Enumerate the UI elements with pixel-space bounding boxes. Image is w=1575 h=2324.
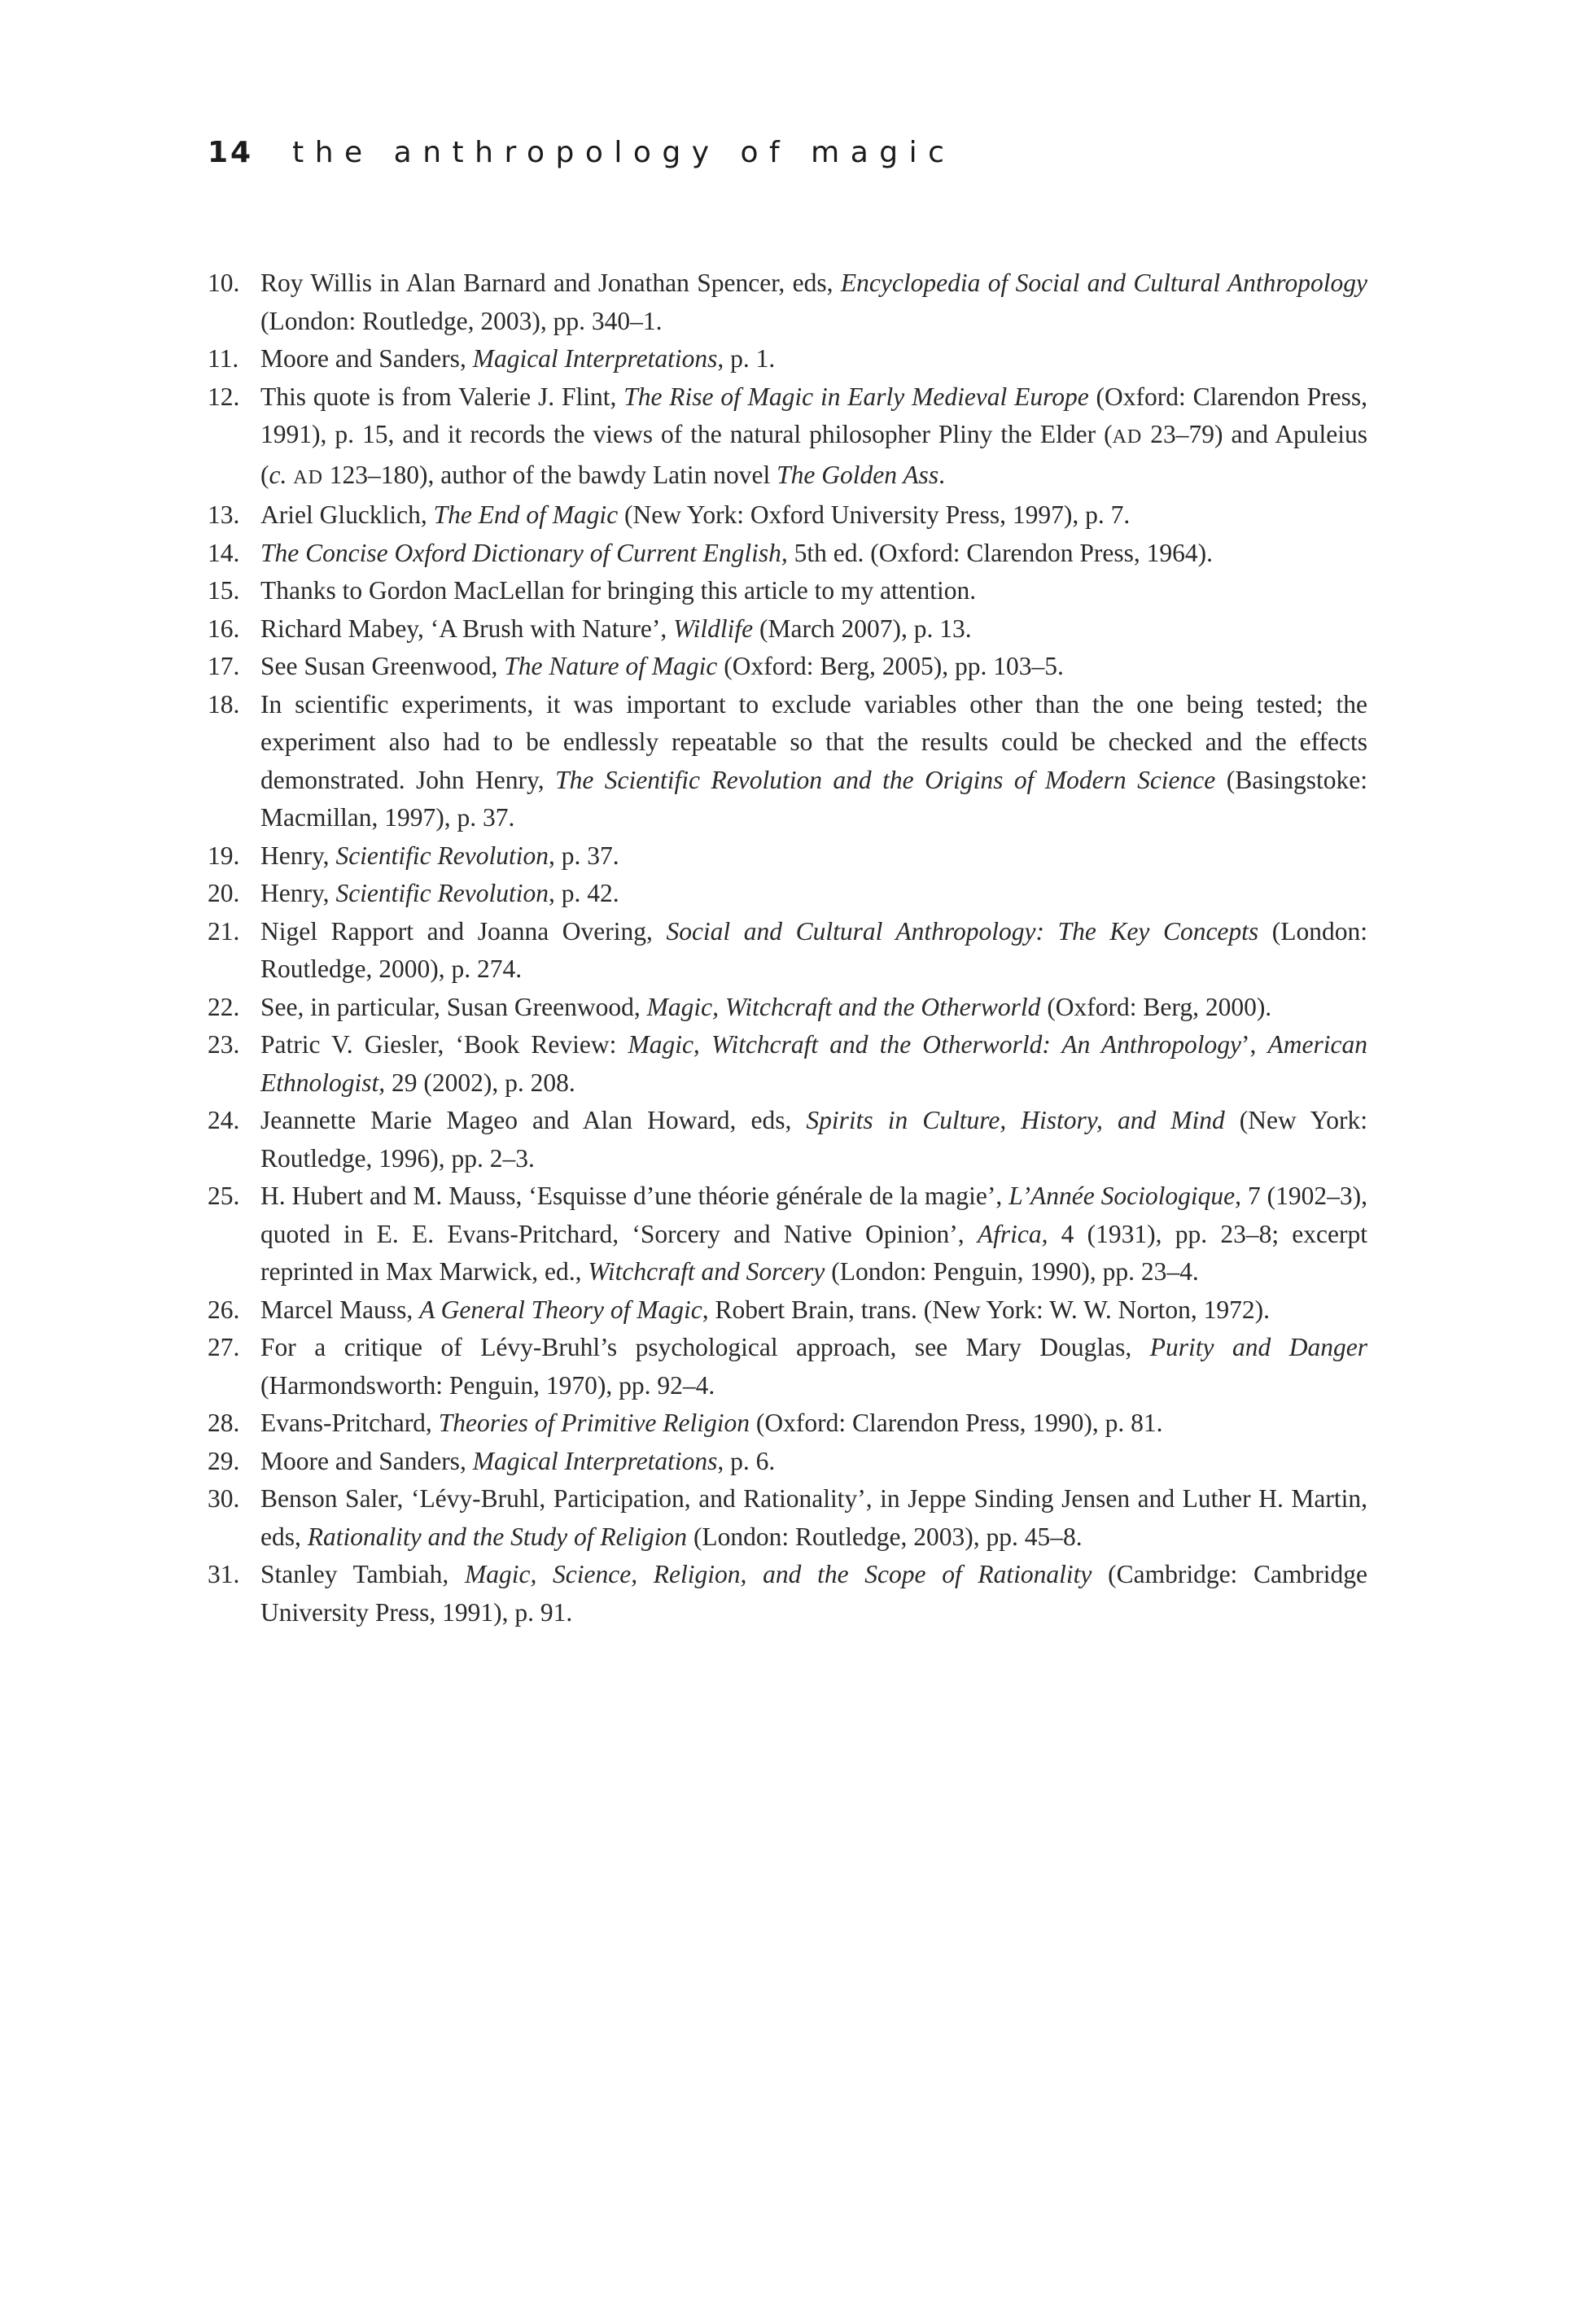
endnote-number: 22. [208,992,240,1021]
text-segment: Moore and Sanders, [260,1446,473,1475]
text-segment: Henry, [260,841,336,870]
text-segment: Roy Willis in Alan Barnard and Jonathan Spencer, eds, [260,269,841,297]
endnote-text [260,378,1367,497]
text-segment: , p. 42. [548,879,619,907]
endnote-number: 11. [208,344,239,373]
text-segment: See, in particular, Susan Greenwood, [260,992,647,1021]
small-caps-text: AD [293,466,323,488]
italic-title: The Nature of Magic [504,652,718,680]
endnote-number: 16. [208,614,240,643]
text-segment: (New York: Routledge, 1996), pp. 2–3. [260,1106,1367,1173]
endnote [208,610,1367,649]
italic-title: The Scientific Revolution and the Origins of Modern Science [555,765,1216,794]
text-segment: 23–79) and Apuleius ( [260,420,1367,489]
endnote-number: 14. [208,538,240,567]
italic-title: Rationality and the Study of Religion [307,1522,688,1551]
text-segment: 29 (2002), p. 208. [385,1068,575,1097]
endnote-text [260,1556,1367,1632]
endnote [208,264,1367,340]
endnote-number: 17. [208,652,240,680]
endnote [208,686,1367,837]
text-segment: Thanks to Gordon MacLellan for bringing this article to my attention. [260,576,977,605]
endnote [208,572,1367,610]
italic-title: Witchcraft and Sorcery [588,1257,825,1286]
endnote-text [260,913,1367,989]
endnote [208,1443,1367,1481]
text-segment: Stanley Tambiah, [260,1560,465,1588]
text-segment: . [938,460,945,489]
text-segment: (Basingstoke: Macmillan, 1997), p. 37. [260,765,1367,832]
endnote [208,837,1367,876]
italic-title: Encyclopedia of Social and Cultural Anthropology [840,269,1367,297]
text-segment: Ariel Glucklich, [260,500,434,529]
text-segment: Evans-Pritchard, [260,1409,439,1437]
endnote-text [260,1291,1367,1330]
italic-title: Social and Cultural Anthropology: The Key Concepts [666,916,1259,946]
endnote-text [260,686,1367,837]
endnote [208,1329,1367,1404]
page-number: 14 [208,136,254,169]
endnote-text [260,535,1367,573]
italic-title: American Ethnologist, [260,1030,1367,1097]
italic-title: The Golden Ass [777,460,939,489]
endnote-text [260,837,1367,876]
endnote-text [260,1102,1367,1177]
endnote-number: 15. [208,576,240,605]
text-segment: Jeannette Marie Mageo and Alan Howard, eds, [260,1106,807,1134]
italic-title: L’Année Sociologique, [1008,1182,1242,1210]
endnote-number: 24. [208,1106,240,1134]
running-title: the anthropology of magic [292,136,956,169]
running-head [208,135,955,171]
italic-title: Africa, [977,1219,1048,1248]
endnote-text [260,648,1367,686]
text-segment: 123–180), author of the bawdy Latin novel [322,460,777,489]
text-segment: , Robert Brain, trans. (New York: W. W. Norton, 1972). [702,1295,1271,1324]
endnote-number: 10. [208,269,240,297]
text-segment: (London: Penguin, 1990), pp. 23–4. [825,1257,1199,1286]
text-segment: (March 2007), p. 13. [753,614,972,643]
text-segment: (Harmondsworth: Penguin, 1970), pp. 92–4. [260,1370,715,1400]
endnote-text [260,1404,1367,1443]
endnote-text [260,496,1367,535]
endnote-number: 20. [208,879,240,907]
text-segment: (Oxford: Clarendon Press, 1991), p. 15, and it records the views of the natural philosopher Pliny the Elder ( [260,382,1367,448]
italic-title: Purity and Danger [1149,1333,1367,1361]
endnote-text [260,610,1367,649]
endnote [208,989,1367,1027]
text-segment: 5th ed. (Oxford: Clarendon Press, 1964). [787,538,1214,567]
text-segment: For a critique of Lévy-Bruhl’s psychological approach, see Mary Douglas, [260,1333,1150,1361]
endnote-number: 31. [208,1560,240,1588]
text-segment: See Susan Greenwood, [260,652,505,680]
italic-title: Magic, Science, Religion, and the Scope of Rationality [464,1560,1092,1588]
italic-title: The Concise Oxford Dictionary of Current English, [260,538,788,567]
text-segment: , p. 6. [717,1446,776,1475]
endnote-number: 21. [208,916,240,946]
italic-title: c. [269,460,287,489]
italic-title: Magic, Witchcraft and the Otherworld [646,992,1041,1021]
endnote-text [260,572,1367,610]
italic-title: Scientific Revolution [335,879,549,907]
text-segment: 4 (1931), pp. 23–8; excerpt reprinted in Max Marwick, ed., [260,1219,1367,1286]
endnote-number: 13. [208,500,240,529]
endnote [208,1404,1367,1443]
text-segment: (London: Routledge, 2003), pp. 45–8. [687,1522,1083,1551]
italic-title: Scientific Revolution [335,841,549,870]
text-segment: (London: Routledge, 2000), p. 274. [260,916,1368,983]
text-segment: 7 (1902–3), quoted in E. E. Evans-Pritchard, ‘Sorcery and Native Opinion’, [260,1182,1368,1248]
text-segment: Patric V. Giesler, ‘Book Review: [260,1030,628,1059]
endnote-text [260,1443,1367,1481]
endnote [208,1177,1367,1291]
italic-title: The End of Magic [433,500,619,529]
italic-title: Magical Interpretations [472,344,718,373]
text-segment: In scientific experiments, it was important to exclude variables other than the one being tested; the experiment also had to be endlessly repeatable so that the results could be checked and the effects demonstrated. John Henry, [260,689,1367,794]
text-segment: (Oxford: Berg, 2005), pp. 103–5. [717,652,1064,680]
text-segment: (London: Routledge, 2003), pp. 340–1. [260,306,663,335]
endnote-number: 30. [208,1484,240,1513]
italic-title: Theories of Primitive Religion [438,1409,750,1437]
endnote-number: 26. [208,1295,240,1324]
endnote [208,535,1367,573]
italic-title: Wildlife [673,614,754,643]
endnote-number: 18. [208,689,240,719]
italic-title: The Rise of Magic in Early Medieval Europe [623,382,1089,411]
text-segment: (Oxford: Clarendon Press, 1990), p. 81. [750,1409,1163,1437]
italic-title: Spirits in Culture, History, and Mind [806,1106,1225,1134]
endnote-number: 23. [208,1030,240,1059]
endnote-text [260,875,1367,913]
text-segment: Nigel Rapport and Joanna Overing, [260,916,667,946]
endnote-number: 27. [208,1333,240,1361]
text-segment: , p. 37. [548,841,619,870]
italic-title: Magical Interpretations [472,1446,718,1475]
endnote-text [260,1177,1367,1291]
endnote-text [260,340,1367,378]
text-segment: H. Hubert and M. Mauss, ‘Esquisse d’une théorie générale de la magie’, [260,1182,1009,1210]
text-segment: (Cambridge: Cambridge University Press, 1991), p. 91. [260,1560,1367,1627]
endnote-number: 19. [208,841,240,870]
endnote-number: 12. [208,382,240,411]
endnote-number: 28. [208,1409,240,1437]
text-segment: Richard Mabey, ‘A Brush with Nature’, [260,614,674,643]
text-segment: This quote is from Valerie J. Flint, [260,382,624,411]
endnote [208,378,1367,497]
endnote [208,340,1367,378]
text-segment: Benson Saler, ‘Lévy-Bruhl, Participation, and Rationality’, in Jeppe Sinding Jensen and Luther H. Martin, eds, [260,1484,1367,1551]
text-segment: ’, [1241,1030,1268,1059]
endnote-text [260,989,1367,1027]
endnote [208,496,1367,535]
endnote [208,1480,1367,1556]
endnote-text [260,1026,1367,1102]
text-segment: (New York: Oxford University Press, 1997), p. 7. [618,500,1131,529]
endnote [208,1102,1367,1177]
endnote [208,1291,1367,1330]
text-segment: , p. 1. [717,344,776,373]
small-caps-text: AD [1112,426,1143,448]
endnote-text [260,1329,1367,1404]
endnote-number: 29. [208,1446,240,1475]
endnote [208,648,1367,686]
endnote [208,1556,1367,1632]
text-segment: Moore and Sanders, [260,344,473,373]
text-segment: Henry, [260,879,336,907]
endnote-number: 25. [208,1182,240,1210]
italic-title: Magic, Witchcraft and the Otherworld: An Anthropology [628,1030,1242,1059]
endnote-text [260,264,1367,340]
endnotes-list [208,264,1367,1632]
text-segment: Marcel Mauss, [260,1295,420,1324]
endnote-text [260,1480,1367,1556]
endnote [208,913,1367,989]
endnote [208,1026,1367,1102]
text-segment: (Oxford: Berg, 2000). [1040,992,1272,1021]
endnote [208,875,1367,913]
italic-title: A General Theory of Magic [419,1295,702,1324]
